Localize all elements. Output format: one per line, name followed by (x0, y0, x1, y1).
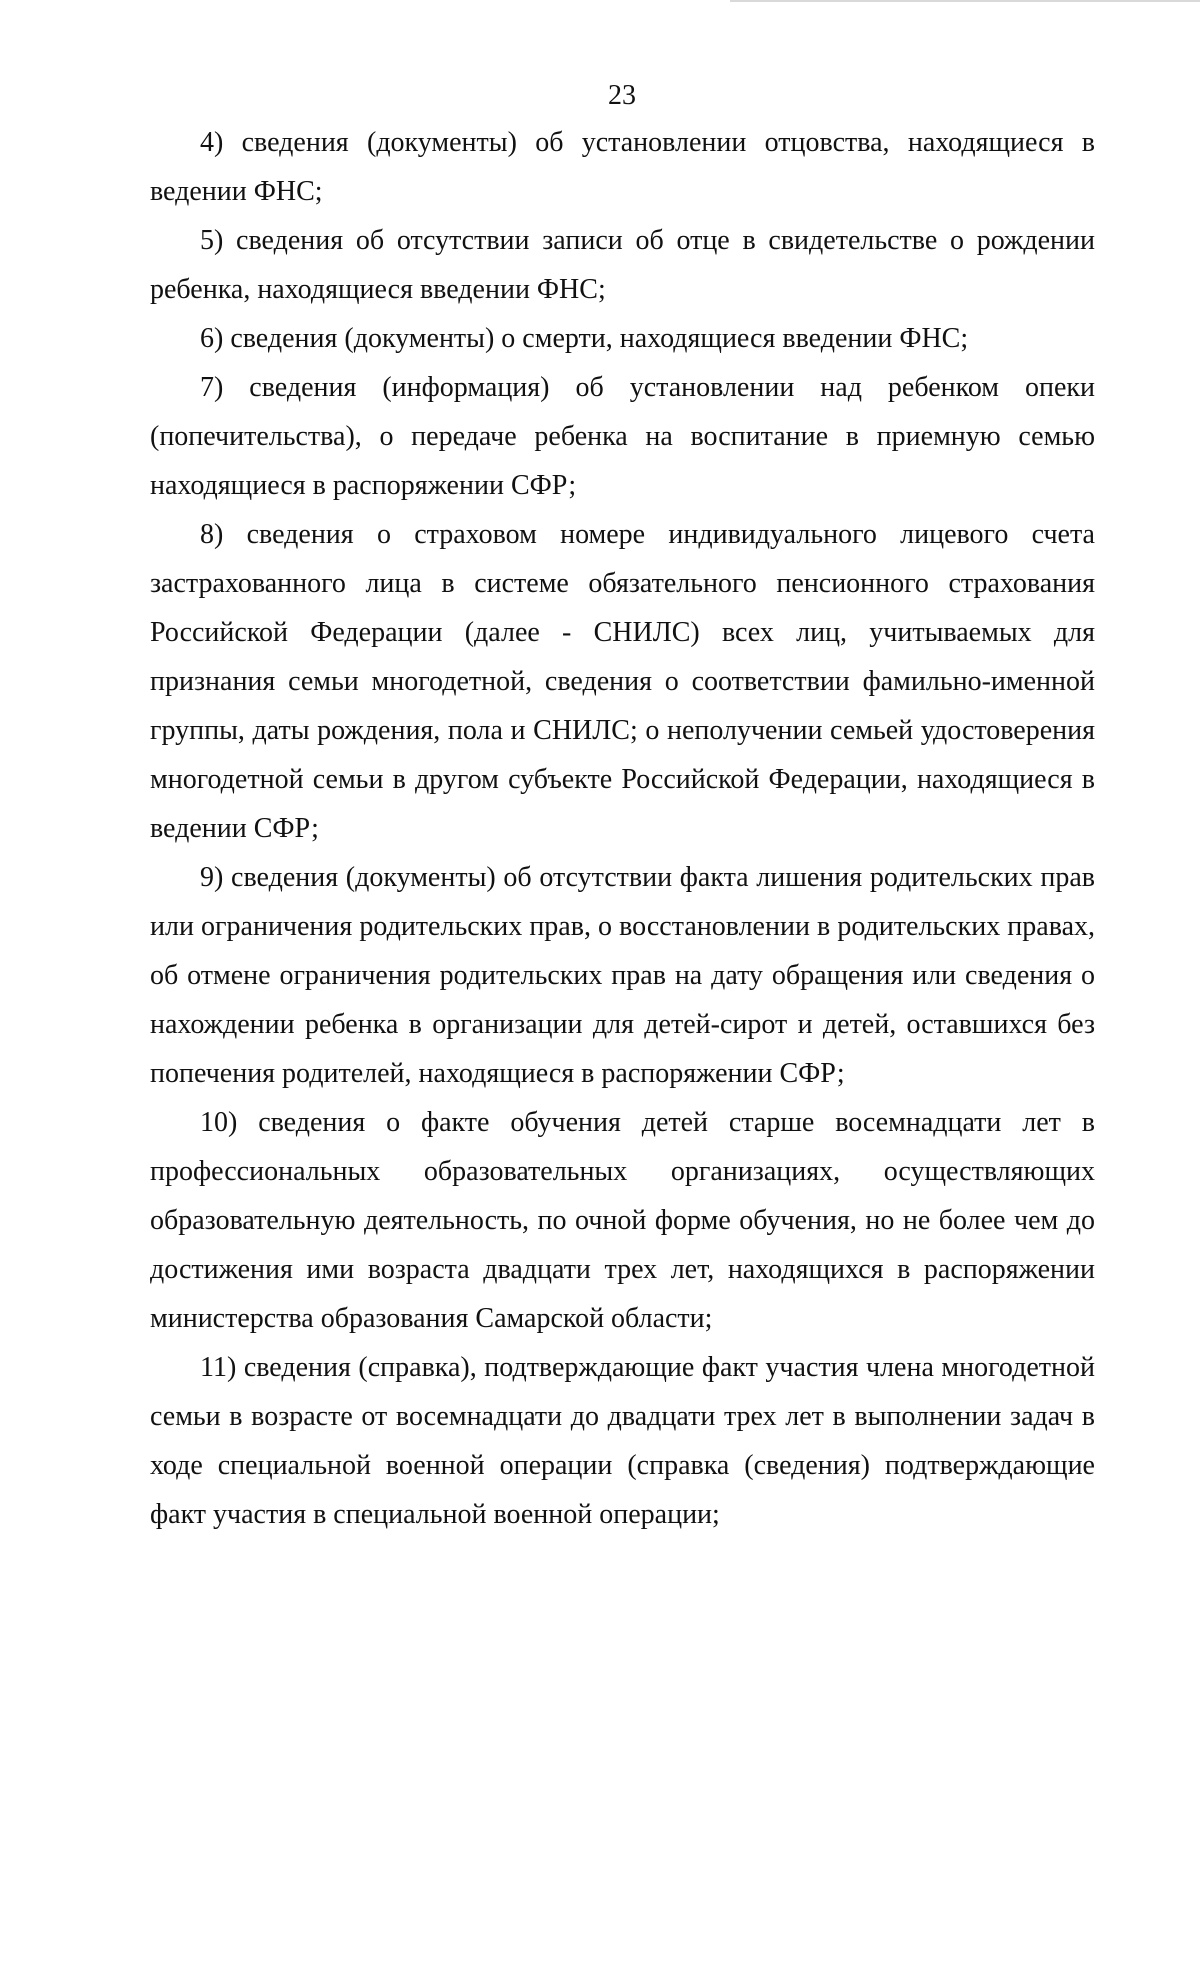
list-item-11: 11) сведения (справка), подтверждающие факт участия члена многодетной семьи в возрасте от восемнадцати до двадцати трех лет в выполнении задач в ходе специальной военной операции (справка (сведения) подтверждающие факт участия в специальной военной операции; (150, 1352, 1095, 1530)
document-body (150, 118, 1095, 1539)
list-item-4: 4) сведения (документы) об установлении отцовства, находящиеся в ведении ФНС; (150, 127, 1095, 207)
page-number: 23 (608, 80, 636, 111)
list-item-5: 5) сведения об отсутствии записи об отце в свидетельстве о рождении ребенка, находящиеся введении ФНС; (150, 225, 1095, 305)
list-item-6: 6) сведения (документы) о смерти, находящиеся введении ФНС; (200, 323, 969, 354)
list-item-10: 10) сведения о факте обучения детей старше восемнадцати лет в профессиональных образовательных организациях, осуществляющих образовательную деятельность, по очной форме обучения, но не более чем до достижения ими возраста двадцати трех лет, находящихся в распоряжении министерства образования Самарской области; (150, 1107, 1095, 1334)
scan-edge-line (730, 0, 1200, 2)
list-item-9: 9) сведения (документы) об отсутствии факта лишения родительских прав или ограничения родительских прав, о восстановлении в родительских правах, об отмене ограничения родительских прав на дату обращения или сведения о нахождении ребенка в организации для детей-сирот и детей, оставшихся без попечения родителей, находящиеся в распоряжении СФР; (150, 862, 1095, 1089)
list-item-8: 8) сведения о страховом номере индивидуального лицевого счета застрахованного лица в системе обязательного пенсионного страхования Российской Федерации (далее - СНИЛС) всех лиц, учитываемых для признания семьи многодетной, сведения о соответствии фамильно-именной группы, даты рождения, пола и СНИЛС; о неполучении семьей удостоверения многодетной семьи в другом субъекте Российской Федерации, находящиеся в ведении СФР; (150, 519, 1095, 844)
list-item-7: 7) сведения (информация) об установлении над ребенком опеки (попечительства), о передаче ребенка на воспитание в приемную семью находящиеся в распоряжении СФР; (150, 372, 1095, 501)
